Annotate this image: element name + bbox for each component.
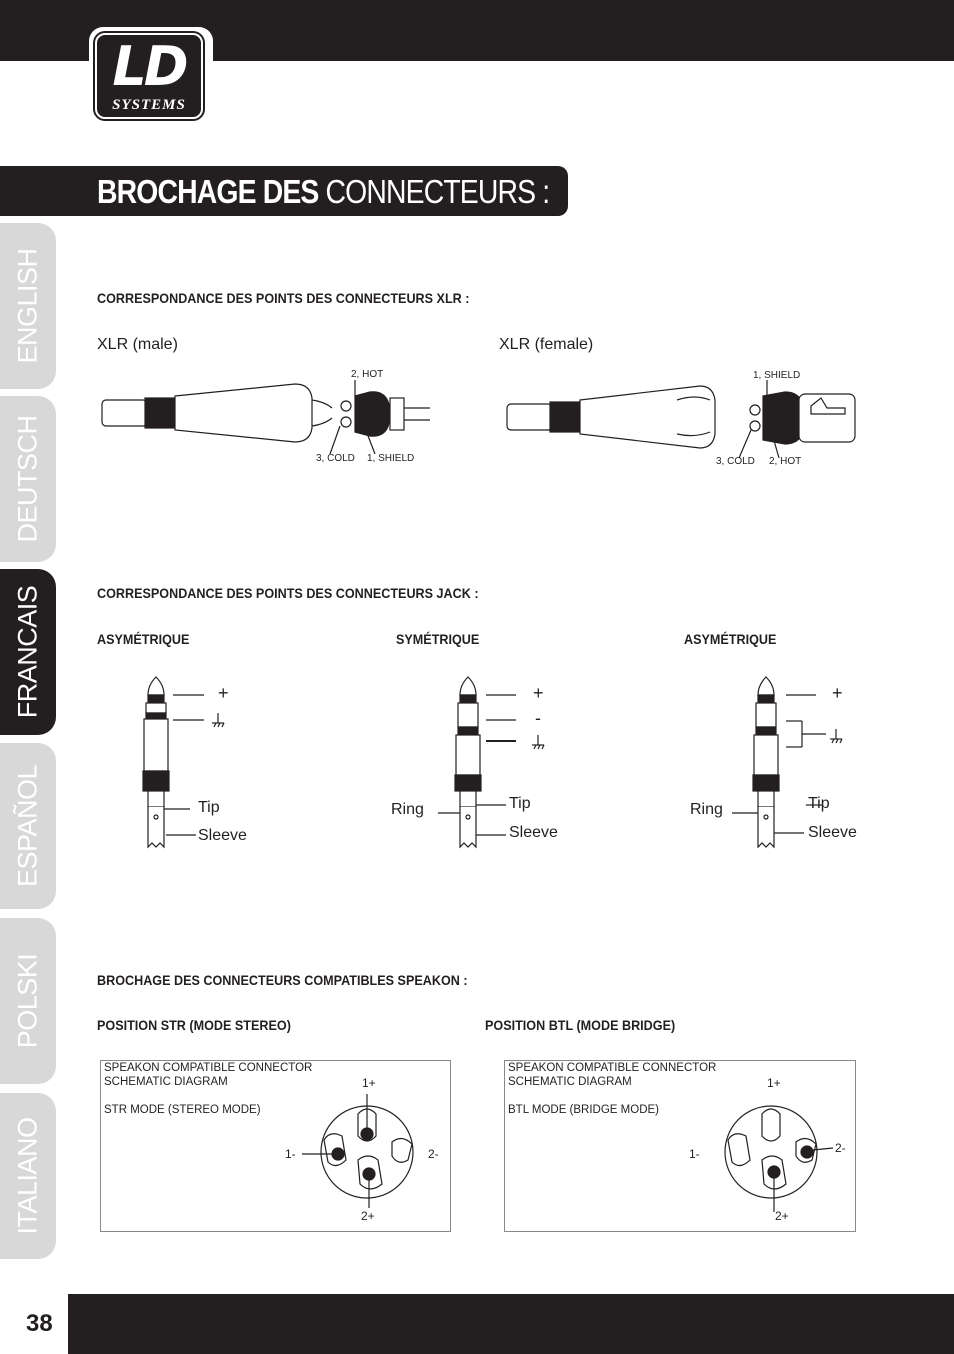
tab-english[interactable] [0,223,56,389]
logo-main-text: LD [112,35,186,98]
xlr-male-label: XLR (male) [97,336,178,353]
tab-italiano[interactable] [0,1093,56,1259]
btl-p1minus: 1- [689,1147,700,1161]
speakon-str-title: POSITION STR (MODE STEREO) [97,1017,291,1033]
jack1-sleeve: Sleeve [198,827,247,844]
xlr-heading: CORRESPONDANCE DES POINTS DES CONNECTEURS XLR : [97,290,470,306]
tab-deutsch[interactable] [0,396,56,562]
jack-heading: CORRESPONDANCE DES POINTS DES CONNECTEURS JACK : [97,585,479,601]
page-title-bold: BROCHAGE DES [97,173,319,210]
jack2-sleeve: Sleeve [509,824,558,841]
btl-p2plus: 2+ [775,1209,789,1223]
page-title-light: CONNECTEURS : [325,173,550,210]
tab-espanol-label: ESPAÑOL [12,764,43,888]
jack-col2-title: SYMÉTRIQUE [396,631,480,647]
speakon-btl-diagram [685,1090,855,1220]
speakon-heading: BROCHAGE DES CONNECTEURS COMPATIBLES SPEAKON : [97,972,468,988]
str-line3: STR MODE (STEREO MODE) [104,1104,261,1116]
ld-systems-logo [89,27,213,125]
tab-espanol[interactable] [0,743,56,909]
xlr-female-pin-shield: 1, SHIELD [753,370,801,381]
tab-italiano-label: ITALIANO [12,1117,43,1235]
jack2-ring: Ring [391,801,424,818]
jack2-minus: - [535,708,541,728]
jack3-sleeve: Sleeve [808,824,857,841]
str-p2minus: 2- [428,1147,439,1161]
logo-sub-text: SYSTEMS [112,97,186,113]
jack-col1-title: ASYMÉTRIQUE [97,631,190,647]
str-line1: SPEAKON COMPATIBLE CONNECTOR [104,1062,313,1074]
tab-polski-label: POLSKI [12,953,43,1049]
logo-badge [95,33,203,119]
jack3-tip: Tip [808,795,830,812]
tab-deutsch-label: DEUTSCH [12,415,43,543]
jack-col3-title: ASYMÉTRIQUE [684,631,777,647]
jack1-plus: + [218,683,229,703]
xlr-female-label: XLR (female) [499,336,594,353]
btl-line2: SCHEMATIC DIAGRAM [508,1076,632,1088]
btl-line1: SPEAKON COMPATIBLE CONNECTOR [508,1062,717,1074]
jack2-tip: Tip [509,795,531,812]
jack2-plus: + [533,683,544,703]
bottom-bar [0,1294,954,1354]
tab-francais-label: FRANCAIS [12,585,43,719]
tab-polski[interactable] [0,918,56,1084]
xlr-female-pin-hot: 2, HOT [769,456,802,467]
str-p1plus: 1+ [362,1076,376,1090]
str-line2: SCHEMATIC DIAGRAM [104,1076,228,1088]
btl-line3: BTL MODE (BRIDGE MODE) [508,1104,659,1116]
btl-p2minus: 2- [835,1141,846,1155]
tab-francais[interactable] [0,569,56,735]
xlr-female-diagram [505,368,865,468]
speakon-btl-title: POSITION BTL (MODE BRIDGE) [485,1017,676,1033]
jack1-tip: Tip [198,799,220,816]
tab-english-label: ENGLISH [12,248,43,364]
xlr-male-pin-hot: 2, HOT [351,369,384,380]
xlr-female-pin-cold: 3, COLD [716,456,755,467]
page-title [97,170,549,214]
btl-p1plus: 1+ [767,1076,781,1090]
xlr-male-pin-shield: 1, SHIELD [367,453,415,464]
page-number: 38 [26,1310,53,1337]
speakon-str-diagram [280,1090,450,1220]
str-p2plus: 2+ [361,1209,375,1223]
str-p1minus: 1- [285,1147,296,1161]
xlr-male-pin-cold: 3, COLD [316,453,355,464]
jack3-plus: + [832,683,843,703]
jack3-ring: Ring [690,801,723,818]
